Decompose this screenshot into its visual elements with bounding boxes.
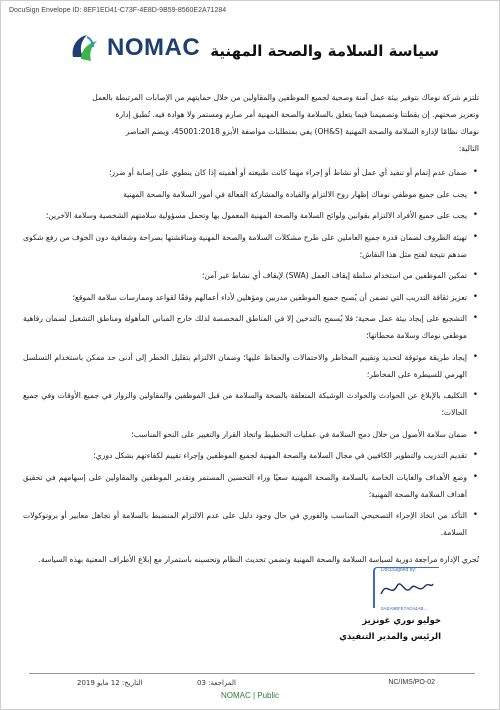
bullet-item: • إيجاد طريقة موثوقة لتحديد وتقييم المخاطر والاحتمالات والحفاظ عليها؛ وضمان الالتزام بتقليل الخطر إلى أدنى حد ممكن باستخدام التسلسل الهرمي للسيطرة على المخاطر؛ — [23, 349, 467, 383]
docusign-id: 0AEA9BFE7AD44AB... — [381, 606, 428, 611]
intro-paragraph — [23, 89, 479, 157]
bullet-item: • وضع الأهداف والغايات الخاصة بالسلامة والصحة المهنية سعيًا وراء التحسين المستمر وتقدير الموظفين والمقاولين على إسهامهم في تحقيق أهداف السلامة والصحة المهنية؛ — [23, 469, 467, 503]
policy-bullet-list — [23, 164, 479, 541]
bullet-item: • تمكين الموظفين من استخدام سلطة إيقاف العمل (SWA) لإيقاف أي نشاط غير آمن؛ — [23, 267, 467, 284]
bullet-item: • يجب على جميع موظفي نوماك إظهار روح الالتزام والقيادة والمشاركة الفعالة في أمور السلامة والصحة المهنية — [23, 186, 467, 203]
docusign-envelope-id: DocuSign Envelope ID: 8EF1ED41-C73F-4E8D-9B59-8560E2A71284 — [9, 7, 227, 14]
bullet-item: • تقديم التدريب والتطوير الكافيين في مجال السلامة والصحة المهنية لجميع الموظفين وإجراء تقييم لكفاءتهم بشكل دوري؛ — [23, 447, 467, 464]
intro-line: تلتزم شركة نوماك بتوفير بيئة عمل آمنة وصحية لجميع الموظفين والمقاولين من خلال حمايتهم من الإصابات المرتبطة بالعمل — [92, 93, 479, 102]
document-date: التاريخ: 12 مايو 2019 — [77, 679, 143, 687]
intro-line: نوماك نظامًا لإدارة السلامة والصحة المهنية (OH&S) يفي بمتطلبات مواصفة الأيزو 45001:2018، ويضم العناصر — [125, 127, 479, 136]
signature-block — [311, 567, 441, 642]
company-logo — [67, 31, 200, 65]
docusign-stamp — [373, 567, 439, 611]
policy-body — [23, 89, 479, 576]
bullet-item: • تهيئة الظروف لضمان قدرة جميع العاملين على طرح مشكلات السلامة والصحة المهنية ومناقشتها بصراحة وشفافية دون الخوف من رفع شكوى ضدهم نتيجة لفتح مثل هذا النقاش؛ — [23, 229, 467, 263]
closing-paragraph: تُجري الإدارة مراجعة دورية لسياسة السلامة والصحة المهنية وتضمن تحديث النظام وتحسينه باستمرار مع إبلاغ الأطراف المعنية بهذه السياسة. — [38, 555, 479, 564]
bullet-item: • التأكد من اتخاذ الإجراء التصحيحي المناسب والفوري في حال وجود دليل على عدم الالتزام المنضبط بالسلامة أو تجاهل معايير أو بروتوكولات السلامة. — [23, 507, 467, 541]
bullet-item: • يجب على جميع الأفراد الالتزام بقوانين ولوائح السلامة والصحة المهنية المعمول بها وتحمل مسؤولية سلامتهم الشخصية وسلامة الآخرين؛ — [23, 207, 467, 224]
nomac-logo-icon — [67, 31, 101, 65]
signer-title: الرئيس والمدير التنفيذي — [339, 632, 441, 642]
intro-line: التالية: — [458, 144, 479, 153]
bullet-item: • ضمان سلامة الأصول من خلال دمج السلامة في عمليات التخطيط واتخاذ القرار والتغيير على النحو المناسب؛ — [23, 426, 467, 443]
signer-name: خوليو نوري غونزيز — [362, 616, 441, 626]
bullet-item: • التشجيع على إيجاد بيئة عمل صحية؛ فلا يُسمح بالتدخين إلا في المناطق المخصصة لذلك خارج المباني المأهولة ومناطق التشغيل لضمان رفاهية موظفي نوماك وسلامة محطاتها؛ — [23, 310, 467, 344]
bullet-item: • تعزيز ثقافة التدريب التي تضمن أن يُصبح جميع الموظفين مدربين ومؤهلين لأداء أعمالهم وفقًا لقواعد وممارسات سلامة الموقع؛ — [23, 289, 467, 306]
logo-text: NOMAC — [107, 34, 201, 61]
revision-number: المراجعة: 03 — [197, 679, 236, 687]
docusign-label: DocuSigned by: — [381, 567, 417, 573]
document-code: NC/IMS/PO-02 — [388, 679, 435, 686]
classification-label: NOMAC | Public — [220, 691, 280, 700]
bullet-item: • التكليف بالإبلاغ عن الحوادث والحوادث الوشيكة المتعلقة بالصحة والسلامة من قبل الموظفين والمقاولين والزوار في جميع الأوقات وفي جميع الحالات؛ — [23, 387, 467, 421]
page-title: سياسة السلامة والصحة المهنية — [210, 42, 439, 60]
footer-divider — [29, 673, 475, 674]
intro-line: وتعزيز صحتهم. إن يقظتنا وتصميمنا فيما يتعلق بالسلامة والصحة المهنية أمر صارم ومستمر ولا هوادة فيه. تُطبق إدارة — [115, 110, 479, 119]
handwritten-signature-icon — [379, 576, 435, 602]
bullet-item: • ضمان عدم إتمام أو تنفيذ أي عمل أو نشاط أو إجراء مهما كانت طبيعته أو أهميته إذا كان ينطوي على إصابة أو ضرر؛ — [23, 164, 467, 181]
